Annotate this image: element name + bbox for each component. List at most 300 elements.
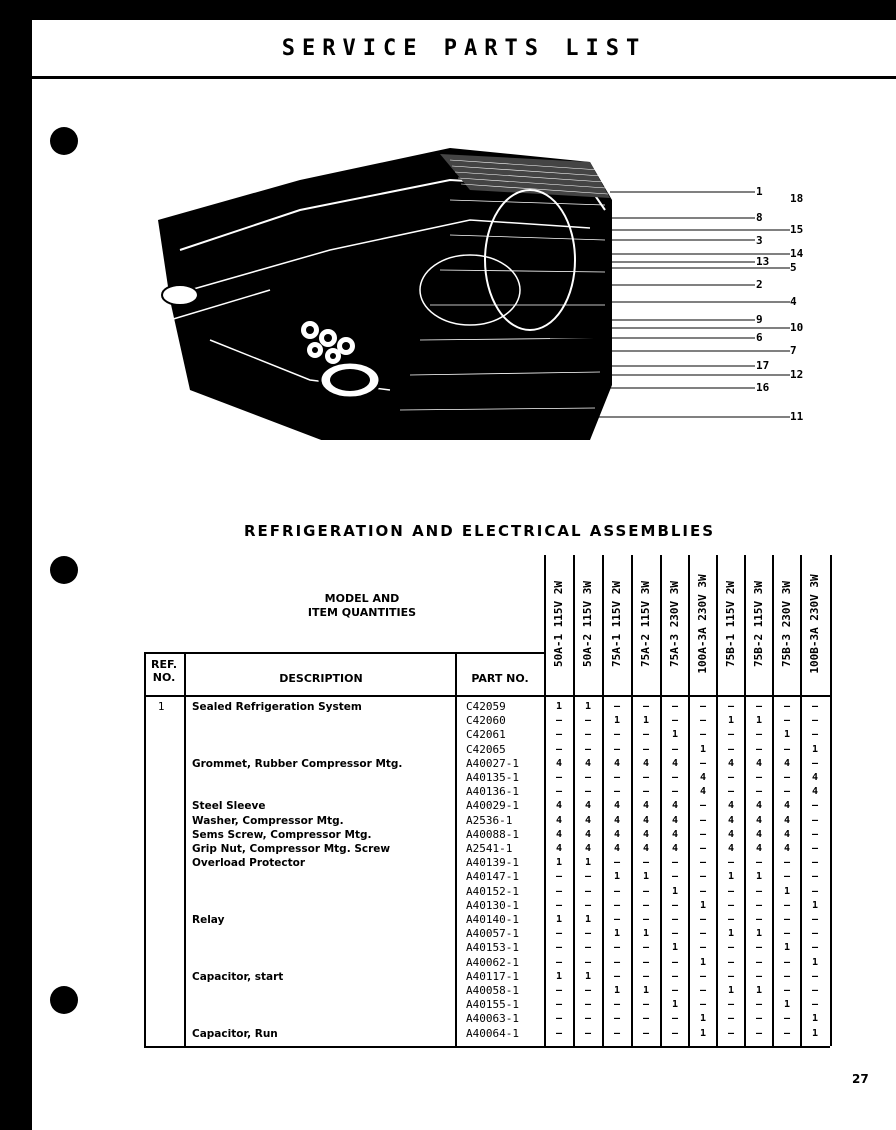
quantity-cell: 4	[642, 828, 650, 840]
quantity-cell: —	[584, 928, 592, 940]
quantity-cell: —	[699, 985, 707, 996]
quantity-cell: 4	[727, 828, 735, 840]
table-top-rule	[144, 652, 544, 654]
quantity-cell: —	[671, 715, 679, 727]
part-number-cell: A40153-1	[466, 941, 519, 955]
binder-hole-top	[50, 127, 78, 155]
model-column-header: 75B-3 230V 3W	[780, 580, 793, 668]
quantity-cell: —	[755, 1013, 763, 1025]
quantity-cell: —	[727, 786, 735, 798]
quantity-cell: —	[671, 914, 679, 925]
quantity-cell: —	[699, 871, 707, 883]
quantity-cell: —	[613, 743, 621, 755]
quantity-cell: —	[699, 857, 707, 869]
quantity-cell: —	[642, 942, 650, 954]
quantity-cell: 4	[671, 757, 679, 769]
quantity-cell: —	[811, 871, 819, 883]
part-number-cell: A40117-1	[466, 969, 519, 983]
part-number-cell: C42065	[466, 742, 506, 756]
quantity-cell: —	[811, 715, 819, 727]
part-number-cell: A40029-1	[466, 799, 519, 813]
callout-11: 11	[790, 410, 804, 423]
quantity-cell: 4	[783, 814, 791, 826]
quantity-cell: —	[584, 1013, 592, 1025]
ref-cell: 1	[158, 701, 165, 713]
model-caption	[262, 592, 462, 620]
quantity-cell: —	[699, 999, 707, 1011]
quantity-cell: —	[755, 899, 763, 911]
description-cell: Sealed Refrigeration System	[192, 701, 362, 713]
quantity-cell: —	[613, 999, 621, 1011]
quantity-cell: 4	[613, 843, 621, 854]
quantity-cell: 4	[699, 772, 707, 783]
quantity-cell: 1	[584, 701, 592, 712]
description-cell: Washer, Compressor Mtg.	[192, 814, 344, 827]
quantity-cell: 4	[642, 757, 650, 769]
quantity-cell: 4	[555, 843, 563, 854]
quantity-cell: 1	[671, 729, 679, 741]
quantity-cell: —	[555, 956, 563, 968]
quantity-cell: 1	[671, 885, 679, 897]
quantity-cell: —	[755, 729, 763, 741]
quantity-cell: —	[727, 1027, 735, 1039]
part-number-cell: C42060	[466, 714, 506, 728]
quantity-cell: —	[555, 942, 563, 954]
quantity-cell: —	[699, 800, 707, 812]
description-cell: Capacitor, start	[192, 970, 284, 983]
quantity-cell: 1	[671, 942, 679, 954]
quantity-cell: 4	[783, 843, 791, 854]
quantity-cell: —	[613, 942, 621, 954]
quantity-cell: —	[755, 701, 763, 712]
callout-14: 14	[790, 247, 804, 260]
quantity-cell: —	[783, 786, 791, 798]
quantity-cell: —	[555, 885, 563, 897]
unit-illustration	[150, 140, 810, 440]
quantity-cell: —	[755, 956, 763, 968]
quantity-cell: —	[671, 1013, 679, 1025]
quantity-cell: —	[555, 1027, 563, 1039]
quantity-cell: —	[755, 970, 763, 982]
quantity-cell: 1	[727, 715, 735, 727]
quantity-cell: —	[613, 914, 621, 925]
header-part-no: PART NO.	[471, 672, 529, 685]
ref-column-rule	[184, 652, 186, 1046]
quantity-cell: —	[699, 828, 707, 840]
quantity-cell: —	[811, 843, 819, 854]
quantity-cell: —	[642, 857, 650, 869]
quantity-cell: 4	[671, 828, 679, 840]
quantity-cell: —	[613, 701, 621, 712]
part-number-cell: A2541-1	[466, 842, 513, 855]
callout-10: 10	[790, 321, 804, 334]
quantity-cell: 1	[584, 914, 592, 925]
part-number-cell: A40057-1	[466, 927, 519, 941]
quantity-cell: —	[699, 715, 707, 727]
part-number-cell: A40064-1	[466, 1026, 519, 1040]
quantity-cell: 4	[584, 757, 592, 769]
description-cell: Grip Nut, Compressor Mtg. Screw	[192, 843, 391, 855]
quantity-cell: —	[783, 701, 791, 712]
quantity-cell: —	[811, 942, 819, 954]
quantity-cell: 4	[755, 814, 763, 826]
description-column-rule	[455, 652, 457, 1046]
quantity-cell: —	[584, 985, 592, 996]
quantity-cell: —	[699, 914, 707, 925]
quantity-cell: 4	[811, 786, 819, 798]
quantity-cell: 1	[727, 928, 735, 940]
callout-17: 17	[756, 359, 770, 372]
quantity-cell: 4	[584, 828, 592, 840]
quantity-cell: —	[613, 1027, 621, 1039]
quantity-cell: —	[699, 843, 707, 854]
quantity-cell: —	[613, 729, 621, 741]
quantity-cell: —	[555, 729, 563, 741]
quantity-cell: —	[613, 899, 621, 911]
quantity-cell: —	[642, 701, 650, 712]
description-cell: Steel Sleeve	[192, 800, 266, 813]
header-ref	[144, 658, 184, 684]
quantity-cell: —	[811, 970, 819, 982]
quantity-cell: 4	[727, 843, 735, 854]
table-right-rule	[830, 555, 832, 1046]
quantity-cell: 1	[555, 857, 563, 869]
quantity-cell: —	[783, 772, 791, 783]
model-column-header: 50A-2 115V 3W	[581, 580, 594, 668]
quantity-cell: —	[642, 885, 650, 897]
quantity-cell: —	[613, 885, 621, 897]
callout-4: 4	[790, 295, 797, 308]
part-number-cell: A40058-1	[466, 984, 519, 997]
quantity-cell: —	[613, 1013, 621, 1025]
quantity-cell: —	[555, 743, 563, 755]
description-cell: Relay	[192, 914, 225, 926]
quantity-cell: —	[727, 885, 735, 897]
callout-3: 3	[756, 234, 763, 247]
model-caption-line-1: MODEL AND	[324, 592, 400, 605]
part-number-cell: C42061	[466, 728, 506, 742]
part-number-cell: A40140-1	[466, 913, 519, 926]
model-column-header: 75A-3 230V 3W	[668, 580, 681, 668]
quantity-cell: —	[783, 1013, 791, 1025]
quantity-cell: —	[555, 871, 563, 883]
quantity-cell: —	[727, 772, 735, 783]
quantity-cell: —	[555, 999, 563, 1011]
model-caption-line-2: ITEM QUANTITIES	[307, 606, 417, 619]
quantity-cell: —	[613, 857, 621, 869]
quantity-cell: 1	[699, 956, 707, 968]
model-column-header: 75A-2 115V 3W	[639, 580, 652, 668]
quantity-cell: —	[783, 899, 791, 911]
quantity-cell: 1	[555, 914, 563, 925]
quantity-cell: 4	[555, 814, 563, 826]
quantity-cell: —	[555, 928, 563, 940]
quantity-cell: —	[555, 772, 563, 783]
callout-6: 6	[756, 331, 763, 344]
quantity-cell: —	[783, 857, 791, 869]
quantity-cell: 1	[699, 1027, 707, 1039]
description-cell: Grommet, Rubber Compressor Mtg.	[192, 757, 403, 770]
part-number-cell: A40155-1	[466, 998, 519, 1012]
table-left-rule	[144, 652, 146, 1046]
quantity-cell: 1	[613, 985, 621, 996]
quantity-cell: 1	[671, 999, 679, 1011]
part-number-cell: A40139-1	[466, 856, 519, 870]
model-column-header: 75B-1 115V 2W	[724, 580, 737, 668]
part-number-cell: A40135-1	[466, 771, 519, 784]
quantity-cell: —	[671, 701, 679, 712]
quantity-cell: 1	[755, 871, 763, 883]
quantity-cell: —	[755, 914, 763, 925]
callout-13: 13	[756, 255, 770, 268]
quantity-cell: —	[783, 743, 791, 755]
model-column-header: 100B-3A 230V 3W	[808, 574, 821, 674]
quantity-cell: 1	[783, 885, 791, 897]
quantity-cell: 1	[811, 956, 819, 968]
quantity-cell: —	[671, 899, 679, 911]
part-number-cell: A40088-1	[466, 827, 519, 841]
callout-5: 5	[790, 261, 797, 274]
part-number-cell: A40152-1	[466, 884, 519, 898]
header-description: DESCRIPTION	[279, 672, 363, 685]
quantity-cell: —	[727, 701, 735, 712]
quantity-cell: —	[584, 885, 592, 897]
quantity-cell: —	[642, 970, 650, 982]
quantity-cell: —	[555, 899, 563, 911]
quantity-cell: 4	[555, 757, 563, 769]
quantity-cell: 4	[584, 843, 592, 854]
quantity-cell: 4	[783, 757, 791, 769]
quantity-cell: —	[642, 1027, 650, 1039]
binder-hole-middle	[50, 556, 78, 584]
quantity-cell: 4	[783, 828, 791, 840]
quantity-cell: —	[811, 814, 819, 826]
header-ref-line-2: NO.	[152, 671, 176, 684]
quantity-cell: 1	[755, 715, 763, 727]
callout-7: 7	[790, 344, 797, 357]
quantity-cell: —	[727, 942, 735, 954]
quantity-cell: —	[555, 715, 563, 727]
quantity-cell: 4	[755, 843, 763, 854]
quantity-cell: —	[755, 1027, 763, 1039]
header-rule	[32, 76, 896, 79]
quantity-cell: —	[783, 970, 791, 982]
quantity-cell: —	[613, 956, 621, 968]
description-cell: Overload Protector	[192, 857, 306, 870]
part-number-cell: A40027-1	[466, 756, 519, 770]
quantity-cell: —	[555, 786, 563, 798]
quantity-cell: —	[783, 715, 791, 727]
quantity-cell: —	[584, 871, 592, 883]
quantity-cell: —	[811, 914, 819, 925]
part-number-cell: A2536-1	[466, 813, 513, 827]
quantity-cell: —	[783, 956, 791, 968]
quantity-cell: 1	[783, 942, 791, 954]
quantity-cell: —	[613, 772, 621, 783]
quantity-cell: —	[727, 970, 735, 982]
quantity-cell: —	[727, 729, 735, 741]
part-number-cell: A40063-1	[466, 1012, 519, 1026]
quantity-cell: 1	[642, 985, 650, 996]
quantity-cell: —	[671, 743, 679, 755]
table-bottom-rule	[144, 1046, 830, 1048]
callout-1: 1	[756, 185, 763, 198]
quantity-cell: —	[642, 956, 650, 968]
quantity-cell: —	[783, 871, 791, 883]
quantity-cell: —	[642, 729, 650, 741]
quantity-cell: —	[727, 1013, 735, 1025]
quantity-cell: —	[727, 743, 735, 755]
page-number: 27	[852, 1072, 869, 1086]
quantity-cell: —	[811, 928, 819, 940]
quantity-cell: —	[642, 786, 650, 798]
quantity-cell: 4	[671, 843, 679, 854]
quantity-cell: 1	[811, 1027, 819, 1039]
quantity-cell: 4	[727, 800, 735, 812]
quantity-cell: 1	[755, 928, 763, 940]
model-column-header: 75A-1 115V 2W	[610, 580, 623, 668]
quantity-cell: —	[642, 899, 650, 911]
quantity-cell: —	[811, 999, 819, 1011]
quantity-cell: —	[584, 999, 592, 1011]
quantity-cell: 4	[613, 828, 621, 840]
quantity-cell: —	[699, 757, 707, 769]
quantity-cell: 4	[727, 757, 735, 769]
quantity-cell: 1	[642, 871, 650, 883]
quantity-cell: 1	[811, 1013, 819, 1025]
quantity-cell: —	[755, 786, 763, 798]
quantity-cell: 1	[613, 715, 621, 727]
quantity-cell: 1	[727, 871, 735, 883]
quantity-cell: —	[811, 701, 819, 712]
quantity-cell: —	[727, 899, 735, 911]
quantity-cell: —	[642, 743, 650, 755]
quantity-cell: —	[671, 985, 679, 996]
quantity-cell: 1	[699, 743, 707, 755]
description-cell: Sems Screw, Compressor Mtg.	[192, 828, 372, 841]
quantity-cell: —	[811, 729, 819, 741]
quantity-cell: —	[783, 1027, 791, 1039]
quantity-cell: 1	[811, 743, 819, 755]
quantity-cell: —	[755, 772, 763, 783]
quantity-cell: —	[584, 899, 592, 911]
quantity-cell: —	[671, 956, 679, 968]
quantity-cell: —	[783, 985, 791, 996]
quantity-cell: —	[584, 743, 592, 755]
quantity-cell: —	[671, 857, 679, 869]
quantity-cell: —	[727, 857, 735, 869]
quantity-cell: —	[642, 1013, 650, 1025]
quantity-cell: 1	[755, 985, 763, 996]
quantity-cell: 1	[613, 871, 621, 883]
quantity-cell: —	[811, 857, 819, 869]
quantity-cell: —	[699, 885, 707, 897]
quantity-cell: —	[699, 814, 707, 826]
quantity-cell: —	[727, 999, 735, 1011]
quantity-cell: 1	[613, 928, 621, 940]
quantity-cell: —	[613, 970, 621, 982]
quantity-cell: 4	[555, 800, 563, 812]
model-column-header: 75B-2 115V 3W	[752, 580, 765, 668]
quantity-cell: 4	[613, 757, 621, 769]
quantity-cell: 1	[699, 899, 707, 911]
quantity-cell: —	[642, 999, 650, 1011]
quantity-cell: —	[811, 800, 819, 812]
quantity-cell: —	[584, 1027, 592, 1039]
part-number-cell: A40136-1	[466, 785, 519, 799]
table-header-rule	[144, 695, 830, 697]
quantity-cell: —	[699, 701, 707, 712]
quantity-cell: 1	[584, 970, 592, 982]
quantity-cell: 1	[642, 715, 650, 727]
quantity-cell: —	[811, 757, 819, 769]
quantity-cell: —	[699, 928, 707, 940]
quantity-cell: —	[755, 743, 763, 755]
quantity-cell: 4	[584, 800, 592, 812]
callout-16: 16	[756, 381, 770, 394]
quantity-cell: —	[699, 942, 707, 954]
quantity-cell: 1	[783, 999, 791, 1011]
quantity-cell: —	[755, 942, 763, 954]
quantity-cell: —	[584, 729, 592, 741]
quantity-cell: 1	[555, 970, 563, 982]
quantity-cell: —	[755, 885, 763, 897]
quantity-cell: —	[671, 1027, 679, 1039]
quantity-cell: —	[671, 871, 679, 883]
section-heading: REFRIGERATION AND ELECTRICAL ASSEMBLIES	[244, 522, 716, 540]
quantity-cell: 4	[642, 814, 650, 826]
quantity-cell: —	[755, 999, 763, 1011]
quantity-cell: —	[671, 786, 679, 798]
quantity-cell: 1	[584, 857, 592, 869]
quantity-cell: —	[699, 970, 707, 982]
quantity-cell: —	[671, 928, 679, 940]
quantity-cell: 4	[555, 828, 563, 840]
model-column-header: 100A-3A 230V 3W	[696, 574, 709, 674]
quantity-cell: 4	[671, 800, 679, 812]
quantity-cell: 4	[642, 843, 650, 854]
quantity-cell: —	[584, 715, 592, 727]
quantity-cell: 4	[584, 814, 592, 826]
quantity-cell: —	[555, 985, 563, 996]
page-title: SERVICE PARTS LIST	[281, 36, 647, 61]
quantity-cell: —	[783, 914, 791, 925]
quantity-cell: 4	[783, 800, 791, 812]
quantity-cell: —	[584, 956, 592, 968]
quantity-cell: —	[671, 772, 679, 783]
callout-2: 2	[756, 278, 763, 291]
description-cell: Capacitor, Run	[192, 1027, 278, 1040]
quantity-cell: —	[613, 786, 621, 798]
quantity-cell: 4	[699, 786, 707, 798]
quantity-cell: 4	[755, 757, 763, 769]
quantity-cell: —	[555, 1013, 563, 1025]
quantity-cell: —	[642, 772, 650, 783]
model-column-header: 50A-1 115V 2W	[552, 580, 565, 668]
quantity-cell: —	[584, 942, 592, 954]
quantity-cell: —	[642, 914, 650, 925]
quantity-cell: —	[727, 914, 735, 925]
quantity-cell: —	[755, 857, 763, 869]
quantity-cell: —	[699, 729, 707, 741]
quantity-cell: 4	[727, 814, 735, 826]
callout-8: 8	[756, 211, 763, 224]
quantity-cell: 4	[613, 800, 621, 812]
quantity-cell: 4	[811, 772, 819, 783]
quantity-cell: 1	[555, 701, 563, 712]
quantity-cell: 1	[699, 1013, 707, 1025]
quantity-cell: 4	[755, 800, 763, 812]
